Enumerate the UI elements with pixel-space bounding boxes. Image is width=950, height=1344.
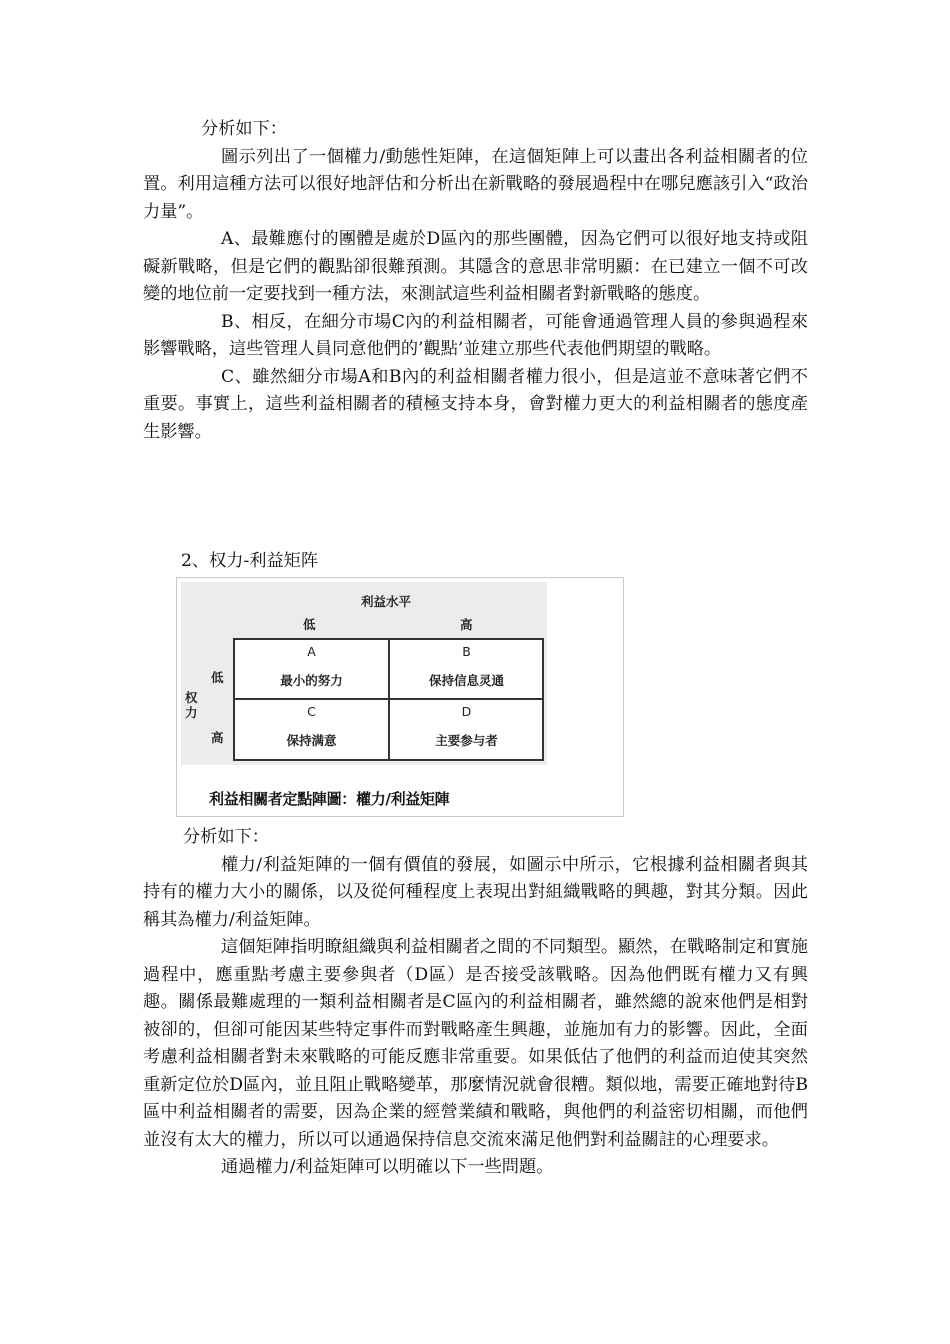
quadrant-b-letter: B (462, 644, 471, 659)
paragraph-1-2: A、最難應付的團體是處於D區內的那些團體，因為它們可以很好地支持或阻礙新戰略，但是它們的觀點卻很難預測。其隱含的意思非常明顯：在已建立一個不可改變的地位前一定要找到一種方法，來測試這些利益相關者對新戰略的態度。 (143, 229, 808, 304)
paragraph-3-3: 通過權力/利益矩陣可以明確以下一些問題。 (221, 1157, 554, 1177)
matrix-diagram (181, 582, 547, 765)
section-heading: 2、权力-利益矩阵 (181, 551, 319, 571)
paragraph-1-4: C、雖然細分市場A和B內的利益相關者權力很小，但是這並不意味著它們不重要。事實上，這些利益相關者的積極支持本身，會對權力更大的利益相關者的態度產生影響。 (143, 366, 808, 442)
analysis-label-1: 分析如下： (201, 119, 287, 139)
quadrant-d-letter: D (461, 704, 472, 719)
interest-high-label: 高 (460, 617, 473, 632)
quadrant-a (235, 640, 388, 698)
power-high-label: 高 (211, 730, 224, 745)
paragraph-1-3: B、相反，在細分市場C內的利益相關者，可能會通過管理人員的參與過程來影響戰略，這些管理人員同意他們的’觀點’並建立那些代表他們期望的戰略。 (143, 311, 808, 359)
quadrant-d (390, 700, 543, 758)
analysis-label-2: 分析如下： (183, 827, 269, 847)
power-low-label: 低 (211, 670, 224, 685)
section-1 (143, 116, 808, 446)
section-3 (143, 824, 808, 1182)
matrix-grid (233, 638, 544, 761)
quadrant-a-letter: A (307, 644, 316, 659)
paragraph-1-1: 圖示列出了一個權力/動態性矩陣，在這個矩陣上可以畫出各利益相關者的位置。利用這種方法可以很好地評估和分析出在新戰略的發展過程中在哪兒應該引入“政治力量”。 (143, 146, 808, 222)
figure-caption: 利益相關者定點陣圖：權力/利益矩陣 (209, 790, 450, 808)
power-axis-title: 权力 (185, 690, 198, 720)
quadrant-c (235, 700, 388, 758)
power-interest-matrix-figure (176, 577, 624, 817)
quadrant-c-desc: 保持满意 (286, 733, 337, 748)
paragraph-3-2: 這個矩陣指明瞭組織與利益相關者之間的不同類型。顯然，在戰略制定和實施過程中，應重點考慮主要參與者（D區）是否接受該戰略。因為他們既有權力又有興趣。關係最難處理的一類利益相關者是C區內的利益相關者，雖然總的說來他們是相對被卻的，但卻可能因某些特定事件而對戰略產生興趣，並施加有力的影響。因此，全面考慮利益相關者對未來戰略的可能反應非常重要。如果低估了他們的利益而迫使其突然重新定位於D區內，並且阻止戰略變革，那麼情況就會很糟。類似地，需要正確地對待B區中利益相關者的需要，因為企業的經營業績和戰略，與他們的利益密切相關，而他們並沒有太大的權力，所以可以通過保持信息交流來滿足他們對利益關註的心理要求。 (143, 937, 808, 1150)
quadrant-c-letter: C (307, 704, 316, 719)
paragraph-3-1: 權力/利益矩陣的一個有價值的發展，如圖示中所示，它根據利益相關者與其持有的權力大小的關係，以及從何種程度上表現出對組織戰略的興趣，對其分類。因此稱其為權力/利益矩陣。 (143, 854, 808, 930)
quadrant-b (390, 640, 543, 698)
section-2-heading-block (143, 548, 808, 576)
quadrant-b-desc: 保持信息灵通 (428, 673, 504, 688)
interest-low-label: 低 (303, 617, 316, 632)
quadrant-d-desc: 主要参与者 (435, 733, 498, 748)
interest-axis-title: 利益水平 (361, 594, 412, 609)
quadrant-a-desc: 最小的努力 (280, 673, 343, 688)
